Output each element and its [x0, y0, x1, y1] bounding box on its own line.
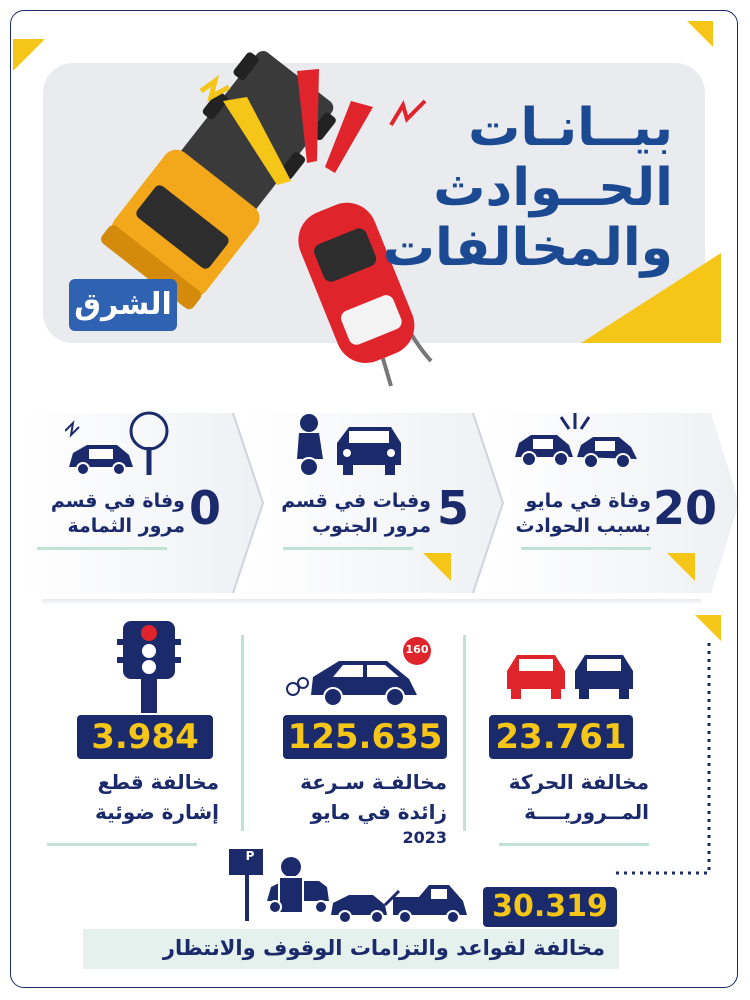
- violation-speed-line2: زائدة في مايو: [310, 800, 447, 824]
- parking-violations-label: مخالفة لقواعد والتزامات الوقوف والانتظار: [162, 936, 605, 960]
- infographic-frame: [10, 10, 738, 988]
- violation-traffic-underline: [499, 843, 649, 846]
- stat-deaths-thumama-underline: [37, 547, 167, 550]
- stat-deaths-may-line1: وفاة في مايو: [525, 490, 651, 512]
- title-line-3: والمخالفات: [382, 218, 673, 278]
- stat-deaths-south-line2: مرور الجنوب: [311, 515, 431, 537]
- parking-scene-icon: [223, 845, 473, 925]
- stat-deaths-south-underline: [283, 547, 413, 550]
- traffic-light-icon: [117, 617, 181, 717]
- violations-divider-left: [241, 635, 244, 831]
- stat-deaths-thumama-line2: مرور الثمامة: [67, 515, 185, 537]
- motorcycle-car-icon: [287, 409, 407, 481]
- speed-badge-label: 160: [405, 643, 429, 656]
- violations-divider-right: [463, 635, 466, 831]
- parking-sign-label: P: [245, 849, 255, 863]
- stat-deaths-may-number: 20: [653, 481, 718, 535]
- stat-deaths-south-number: 5: [437, 481, 470, 535]
- violation-traffic-line1: مخالفة الحركة: [508, 770, 649, 794]
- stat-deaths-thumama-line1: وفاة في قسم: [50, 490, 185, 512]
- violation-redlight-number: 3.984: [77, 715, 213, 759]
- car-tree-icon: [65, 409, 175, 479]
- violation-speed-line1: مخالفـة سـرعة: [300, 770, 447, 794]
- violation-traffic-number: 23.761: [489, 715, 633, 759]
- corner-triangle-top-right: [687, 21, 717, 51]
- title-line-1: بيــانـات: [468, 98, 673, 158]
- stat-deaths-may-underline: [521, 547, 651, 550]
- violation-redlight-underline: [47, 843, 197, 846]
- violation-speed-number: 125.635: [283, 715, 447, 759]
- stat-deaths-may-line2: بسبب الحوادث: [515, 515, 651, 537]
- violation-redlight-line2: إشارة ضوئية: [95, 800, 219, 824]
- two-cars-traffic-icon: [501, 641, 641, 703]
- stat-deaths-south-line1: وفيات في قسم: [281, 490, 431, 512]
- stat-deaths-thumama-number: 0: [189, 481, 222, 535]
- alsharq-logo: الشرق: [69, 279, 177, 331]
- violation-redlight-line1: مخالفة قطع: [97, 770, 219, 794]
- title-line-2: الحــوادث: [433, 158, 673, 218]
- section-divider: [41, 599, 701, 605]
- corner-triangle-top-left: [11, 11, 71, 71]
- violation-traffic-line2: المــروريــــة: [524, 800, 649, 824]
- parking-violations-number: 30.319: [483, 887, 617, 927]
- violation-speed-line3: 2023: [402, 828, 447, 847]
- crash-cars-icon: [511, 409, 641, 477]
